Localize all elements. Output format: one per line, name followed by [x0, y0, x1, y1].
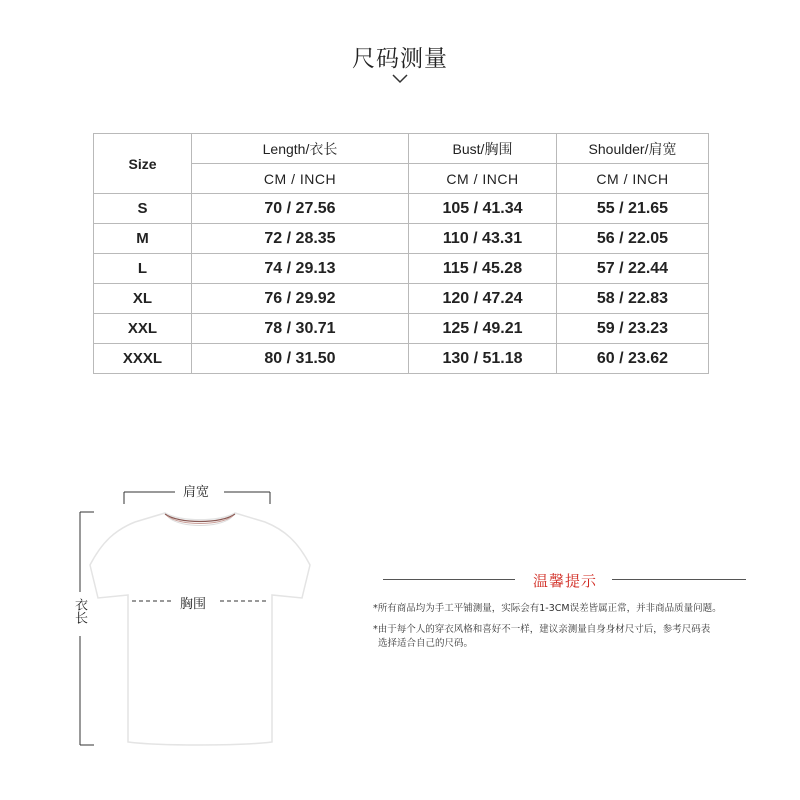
tip-item: *所有商品均为手工平铺测量，实际会有1-3CM误差皆属正常，并非商品质量问题。 [373, 603, 722, 614]
tip-item: 选择适合自己的尺码。 [378, 638, 474, 649]
length-cell: 74 / 29.13 [192, 254, 409, 284]
size-cell: S [94, 194, 192, 224]
size-cell: XXXL [94, 344, 192, 374]
chevron-down-icon [392, 74, 408, 84]
unit-label: CM / INCH [557, 164, 709, 194]
tips-title: 温馨提示 [532, 572, 597, 590]
bust-cell: 110 / 43.31 [409, 224, 557, 254]
bust-cell: 105 / 41.34 [409, 194, 557, 224]
table-row [94, 224, 709, 254]
table-header-row [94, 134, 709, 164]
size-column-header: Size [94, 134, 192, 194]
chest-label: 胸围 [180, 597, 207, 612]
table-row [94, 194, 709, 224]
size-cell: L [94, 254, 192, 284]
size-table [93, 133, 709, 374]
bust-cell: 120 / 47.24 [409, 284, 557, 314]
length-cell: 80 / 31.50 [192, 344, 409, 374]
tshirt-illustration [60, 470, 360, 760]
size-cell: XL [94, 284, 192, 314]
table-row [94, 284, 709, 314]
shoulder-column-header: Shoulder/肩宽 [557, 134, 709, 164]
shoulder-cell: 60 / 23.62 [557, 344, 709, 374]
size-cell: M [94, 224, 192, 254]
table-row [94, 254, 709, 284]
unit-label: CM / INCH [192, 164, 409, 194]
shoulder-cell: 59 / 23.23 [557, 314, 709, 344]
length-cell: 78 / 30.71 [192, 314, 409, 344]
tip-item: *由于每个人的穿衣风格和喜好不一样，建议亲测量自身身材尺寸后，参考尺码表 [373, 624, 711, 635]
unit-label: CM / INCH [409, 164, 557, 194]
tshirt-diagram [60, 470, 360, 760]
table-row [94, 344, 709, 374]
tshirt-icon [90, 513, 310, 745]
length-cell: 70 / 27.56 [192, 194, 409, 224]
shoulder-cell: 56 / 22.05 [557, 224, 709, 254]
bust-column-header: Bust/胸围 [409, 134, 557, 164]
bust-cell: 130 / 51.18 [409, 344, 557, 374]
shoulder-cell: 58 / 22.83 [557, 284, 709, 314]
page-title: 尺码测量 [352, 46, 448, 72]
shoulder-label: 肩宽 [183, 485, 210, 500]
shoulder-cell: 55 / 21.65 [557, 194, 709, 224]
shoulder-cell: 57 / 22.44 [557, 254, 709, 284]
size-cell: XXL [94, 314, 192, 344]
bust-cell: 115 / 45.28 [409, 254, 557, 284]
length-label: 衣长 [72, 598, 87, 624]
bust-cell: 125 / 49.21 [409, 314, 557, 344]
length-column-header: Length/衣长 [192, 134, 409, 164]
table-row [94, 314, 709, 344]
length-cell: 76 / 29.92 [192, 284, 409, 314]
length-cell: 72 / 28.35 [192, 224, 409, 254]
